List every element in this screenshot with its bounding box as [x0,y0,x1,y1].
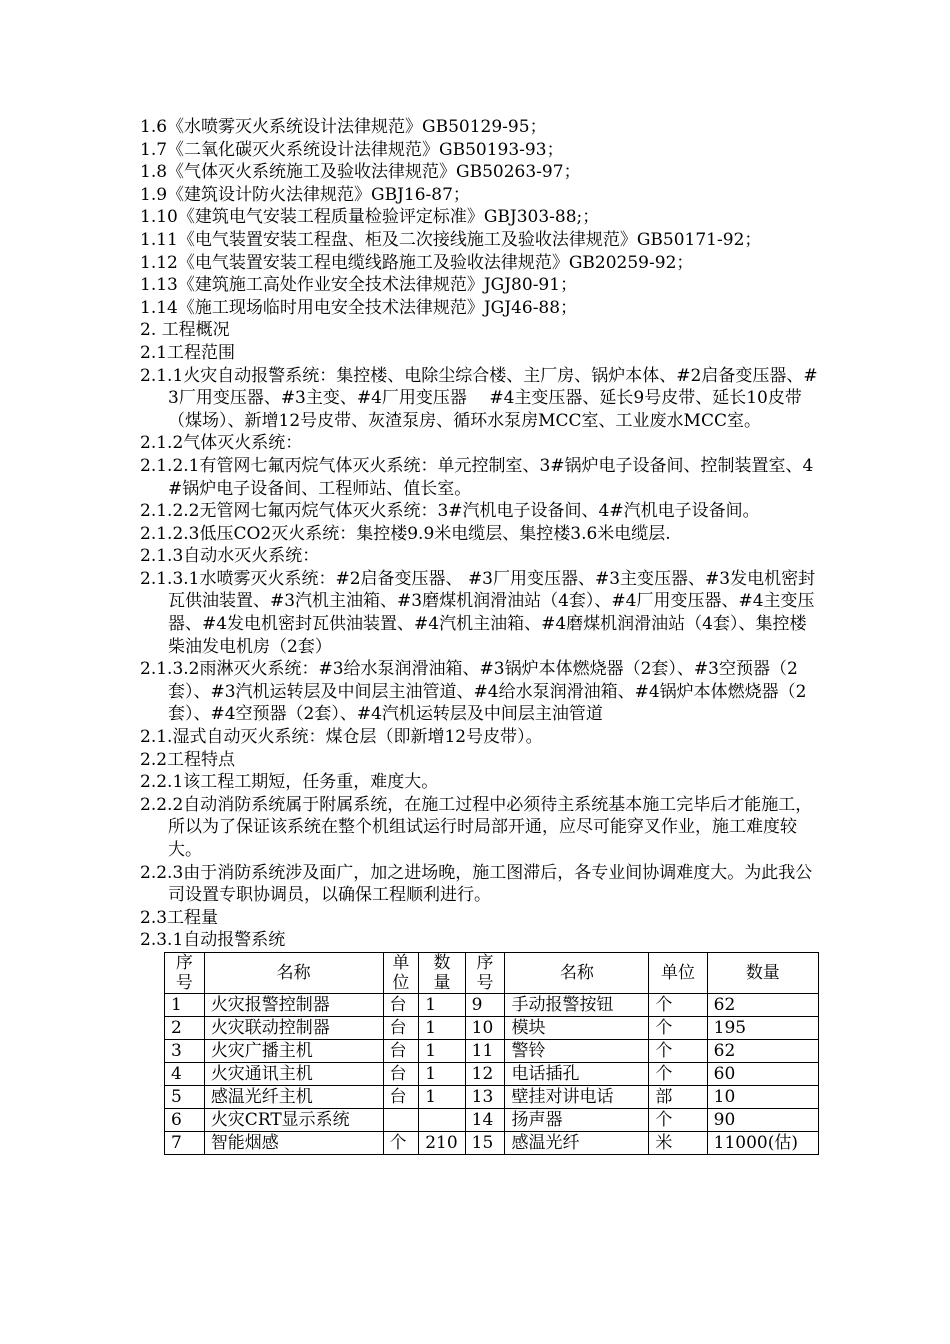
paragraph: 2.1.3.1水喷雾灭火系统：#2启备变压器、 #3厂用变压器、#3主变压器、#3发电机密封瓦供油装置、#3汽机主油箱、#3磨煤机润滑油站（4套）、#4厂用变压器、#4主变压器、#4发电机密封瓦供油装置、#4汽机主油箱、#4磨煤机润滑油站（4套）、集控楼柴油发电机房（2套） [140,568,816,657]
table-cell: 火灾CRT显示系统 [204,1108,383,1131]
table-cell: 60 [707,1062,818,1085]
alarm-system-quantity-table [164,952,819,1155]
table-row [165,1108,819,1131]
table-cell: 1 [419,1039,465,1062]
paragraph: 2.1.湿式自动灭火系统：煤仓层（即新增12号皮带）。 [140,727,543,748]
table-cell: 台 [383,1062,419,1085]
table-cell: 警铃 [505,1039,649,1062]
table-cell: 4 [165,1062,205,1085]
table-row [165,1062,819,1085]
table-header-row [165,952,819,993]
section-heading: 2.1.3自动水灭火系统： [140,546,320,567]
document-body [140,116,820,1155]
column-header: 数量 [707,952,818,993]
table-cell: 火灾联动控制器 [204,1016,383,1039]
table-cell: 火灾广播主机 [204,1039,383,1062]
column-header: 序号 [165,952,205,993]
table-cell: 7 [165,1131,205,1154]
table-cell: 5 [165,1085,205,1108]
column-header: 单位 [649,952,707,993]
paragraph: 1.7《二氧化碳灭火系统设计法律规范》GB50193-93； [140,139,564,160]
table-cell: 台 [383,993,419,1016]
table-cell: 62 [707,993,818,1016]
column-header: 数量 [419,952,465,993]
table-cell: 个 [649,993,707,1016]
table-cell: 12 [465,1062,505,1085]
table-cell: 模块 [505,1016,649,1039]
table-cell: 13 [465,1085,505,1108]
table-cell [383,1108,419,1131]
table-cell: 电话插孔 [505,1062,649,1085]
table-cell: 14 [465,1108,505,1131]
paragraph: 1.14《施工现场临时用电安全技术法律规范》JGJ46-88； [140,297,578,318]
table-cell: 台 [383,1016,419,1039]
table-cell: 62 [707,1039,818,1062]
paragraph: 1.10《建筑电气安装工程质量检验评定标准》GBJ303-88;； [140,207,600,228]
table-cell: 10 [465,1016,505,1039]
section-heading: 2.1工程范围 [140,342,236,363]
paragraph: 2.1.3.2雨淋灭火系统：#3给水泵润滑油箱、#3锅炉本体燃烧器（2套）、#3空预器（2套）、#3汽机运转层及中间层主油管道、#4给水泵润滑油箱、#4锅炉本体燃烧器（2套）、#4空预器（2套）、#4汽机运转层及中间层主油管道 [140,659,807,725]
table-cell: 1 [419,1085,465,1108]
table-cell: 火灾通讯主机 [204,1062,383,1085]
table-cell: 个 [649,1062,707,1085]
paragraph: 2.2.2自动消防系统属于附属系统，在施工过程中必须待主系统基本施工完毕后才能施工，所以为了保证该系统在整个机组试运行时局部开通，应尽可能穿叉作业，施工难度较大。 [140,794,813,860]
section-heading: 2.3.1自动报警系统 [140,930,286,951]
paragraph: 1.6《水喷雾灭火系统设计法律规范》GB50129-95； [140,117,547,137]
table-cell: 部 [649,1085,707,1108]
table-row [165,993,819,1016]
table-cell: 米 [649,1131,707,1154]
table-cell: 10 [707,1085,818,1108]
paragraph: 1.13《建筑施工高处作业安全技术法律规范》JGJ80-91； [140,275,578,296]
table-cell: 个 [649,1016,707,1039]
table-row [165,1016,819,1039]
table-cell: 15 [465,1131,505,1154]
paragraph: 1.12《电气装置安装工程电缆线路施工及验收法律规范》GB20259-92； [140,252,694,273]
table-cell: 90 [707,1108,818,1131]
paragraph: 2.1.2.1有管网七氟丙烷气体灭火系统：单元控制室、3#锅炉电子设备间、控制装置室、4#锅炉电子设备间、工程师站、值长室。 [140,455,814,499]
table-cell: 1 [419,993,465,1016]
table-cell: 扬声器 [505,1108,649,1131]
column-header: 单位 [383,952,419,993]
section-heading: 2. 工程概况 [140,320,230,341]
table-cell: 1 [419,1062,465,1085]
table-cell: 台 [383,1085,419,1108]
table-row [165,1131,819,1154]
table-cell: 壁挂对讲电话 [505,1085,649,1108]
table-cell: 火灾报警控制器 [204,993,383,1016]
paragraph: 1.9《建筑设计防火法律规范》GBJ16-87； [140,184,470,205]
table-cell: 台 [383,1039,419,1062]
paragraph: 1.8《气体灭火系统施工及验收法律规范》GB50263-97； [140,162,581,183]
paragraph: 1.11《电气装置安装工程盘、柜及二次接线施工及验收法律规范》GB50171-92； [140,229,762,250]
table-cell: 1 [419,1016,465,1039]
table-cell: 个 [649,1039,707,1062]
section-heading: 2.3工程量 [140,907,219,928]
table-cell: 2 [165,1016,205,1039]
table-cell: 6 [165,1108,205,1131]
paragraph: 2.2.3由于消防系统涉及面广，加之进场晚，施工图滞后，各专业间协调难度大。为此我公司设置专职协调员，以确保工程顺利进行。 [140,862,813,906]
table-cell: 9 [465,993,505,1016]
table-cell: 个 [649,1108,707,1131]
table-cell [419,1108,465,1131]
table-cell: 感温光纤主机 [204,1085,383,1108]
table-cell: 195 [707,1016,818,1039]
column-header: 序号 [465,952,505,993]
table-cell: 智能烟感 [204,1131,383,1154]
table-cell: 3 [165,1039,205,1062]
paragraph: 2.1.1火灾自动报警系统：集控楼、电除尘综合楼、主厂房、锅炉本体、#2启备变压器、#3厂用变压器、#3主变、#4厂用变压器 #4主变压器、延长9号皮带、延长10皮带（煤场）、新增12号皮带、灰渣泵房、循环水泵房MCC室、工业废水MCC室。 [140,365,818,431]
table-cell: 11 [465,1039,505,1062]
table-cell: 1 [165,993,205,1016]
column-header: 名称 [204,952,383,993]
paragraph: 2.1.2.2无管网七氟丙烷气体灭火系统：3#汽机电子设备间、4#汽机电子设备间。 [140,501,760,522]
table-cell: 11000(估) [707,1131,818,1154]
section-heading: 2.2工程特点 [140,749,236,770]
table-row [165,1085,819,1108]
paragraph: 2.2.1该工程工期短，任务重，难度大。 [140,772,439,793]
table-cell: 手动报警按钮 [505,993,649,1016]
column-header: 名称 [505,952,649,993]
table-cell: 个 [383,1131,419,1154]
table-cell: 感温光纤 [505,1131,649,1154]
section-heading: 2.1.2气体灭火系统： [140,433,303,454]
table-row [165,1039,819,1062]
table-cell: 210 [419,1131,465,1154]
paragraph: 2.1.2.3低压CO2灭火系统：集控楼9.9米电缆层、集控楼3.6米电缆层. [140,523,671,544]
